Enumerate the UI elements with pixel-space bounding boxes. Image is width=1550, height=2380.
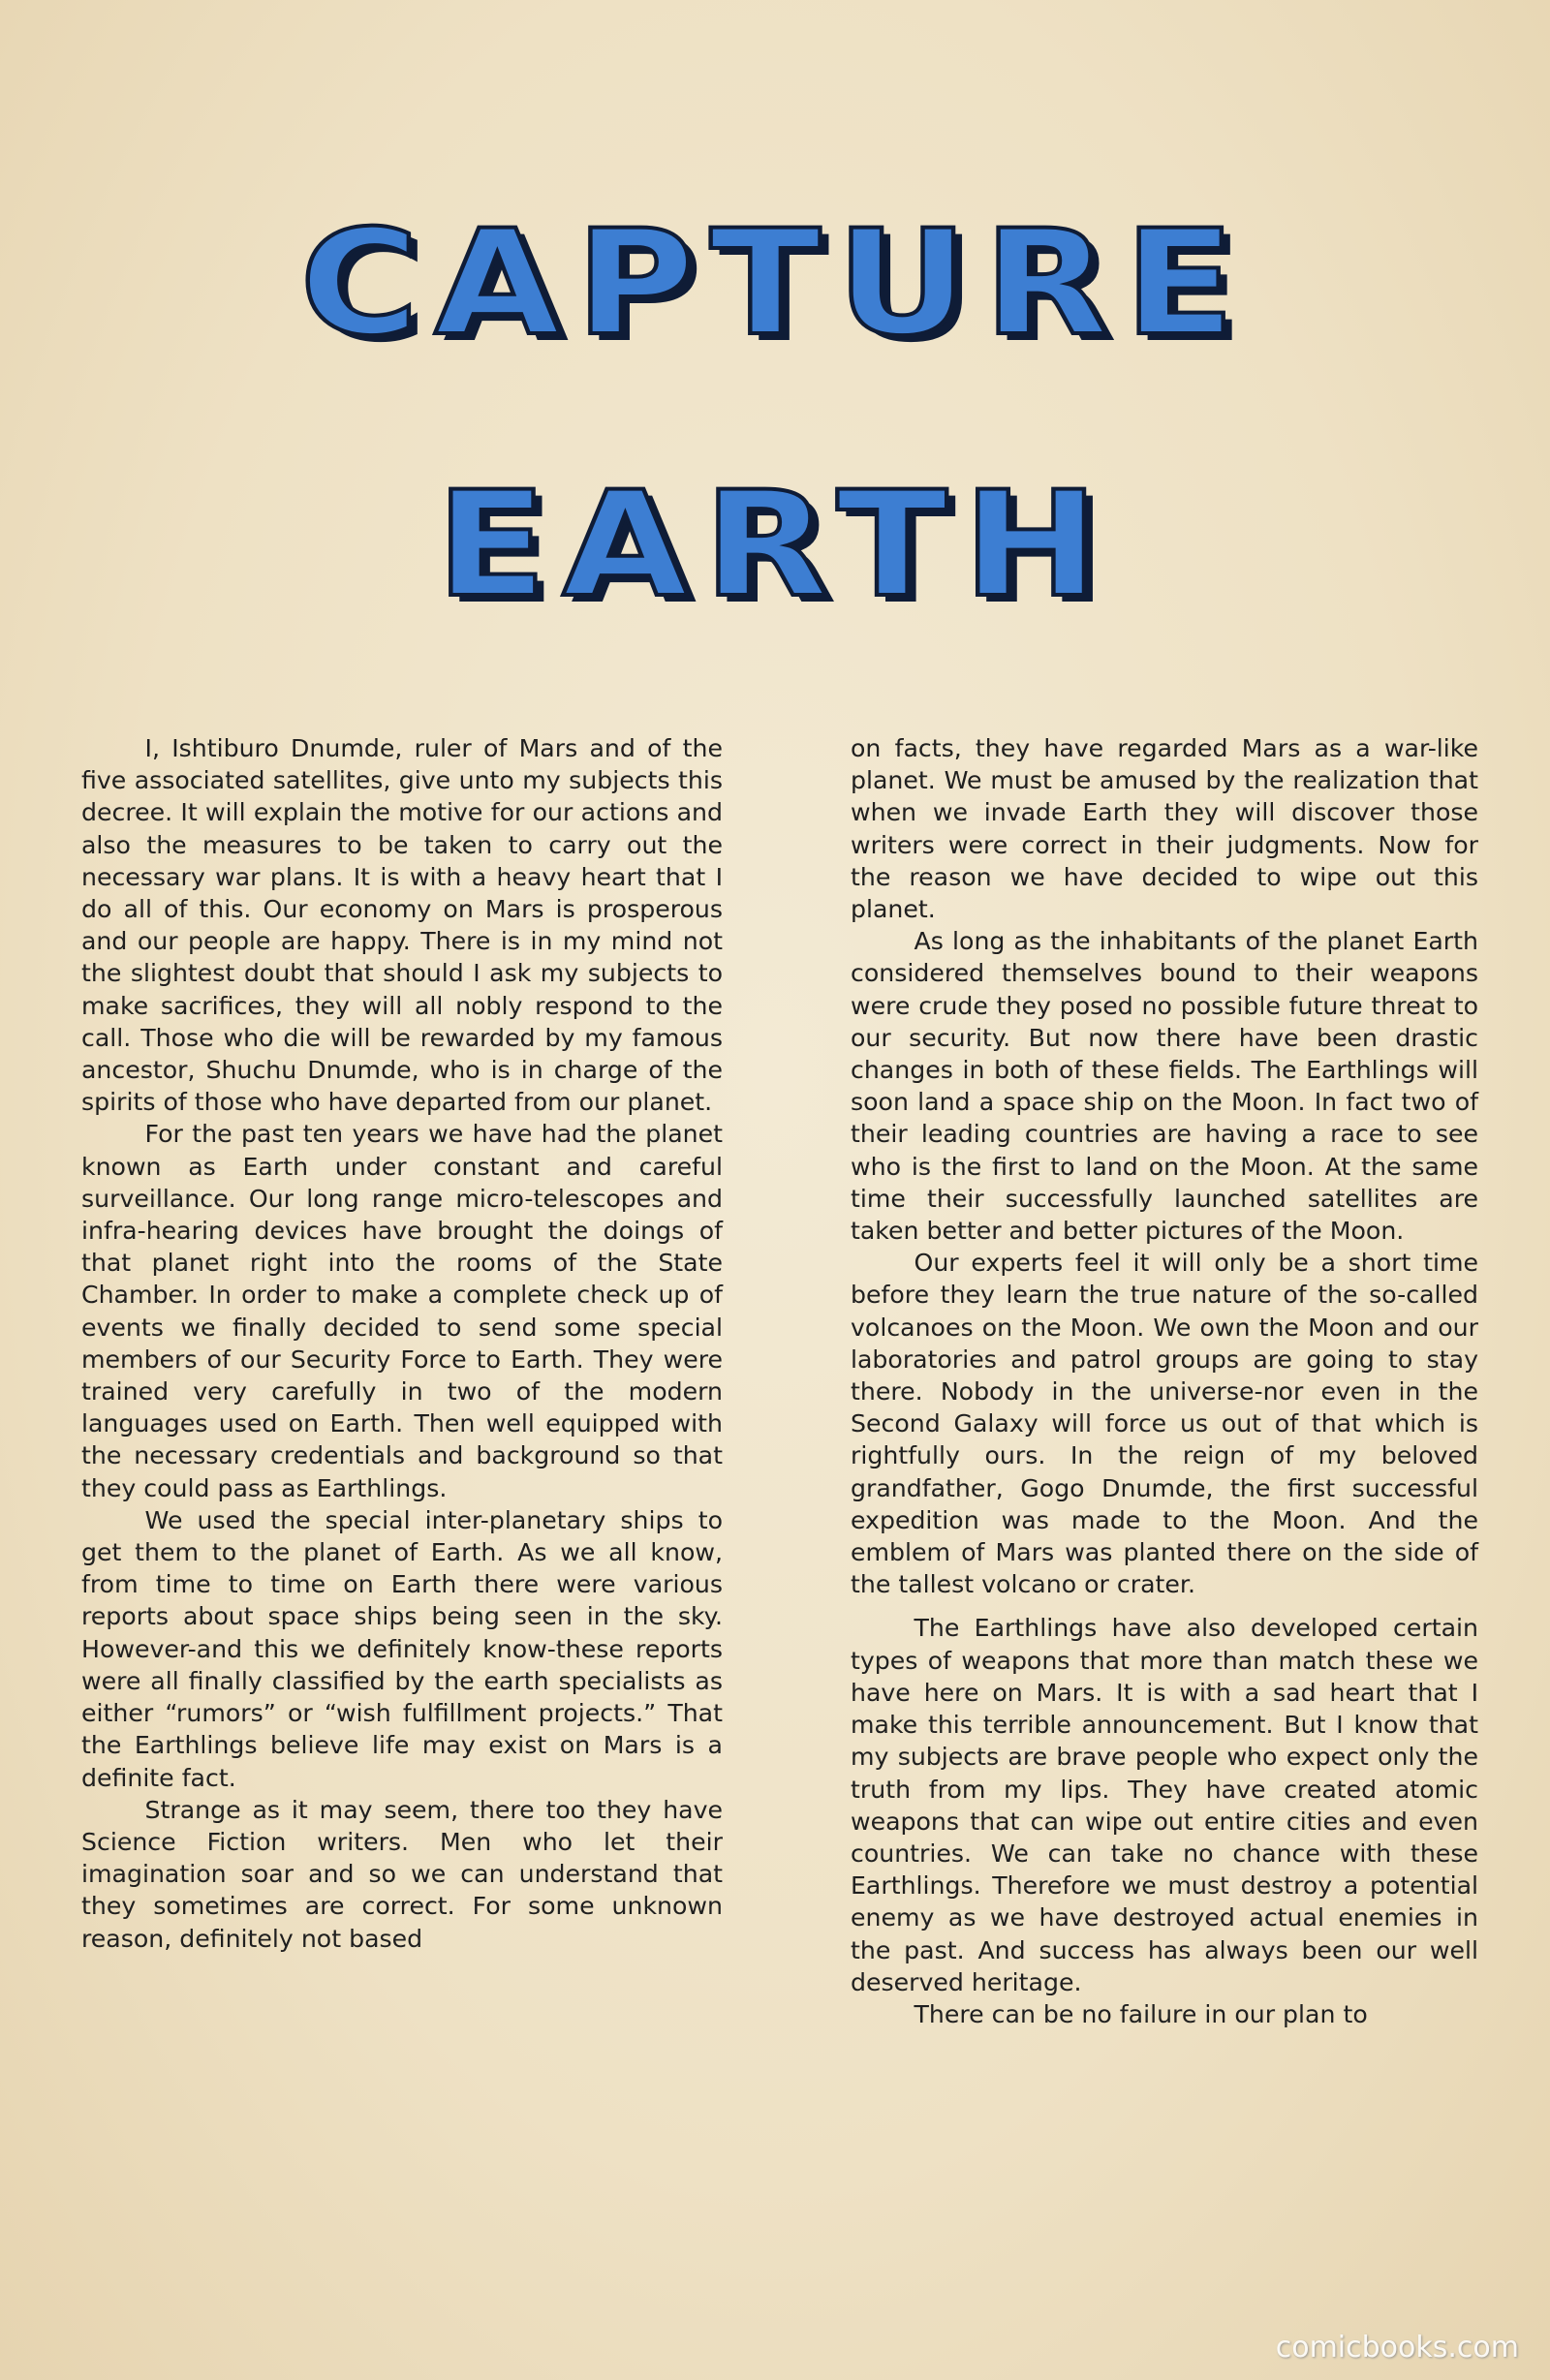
headline-line-2: EARTH [435, 461, 1115, 630]
paragraph: on facts, they have regarded Mars as a war-like planet. We must be amused by the realization that when we invade Earth they will discover those writers were correct in their judgments. Now for the reason we have decided to wipe out this planet. [851, 734, 1478, 924]
paragraph: Strange as it may seem, there too they have Science Fiction writers. Men who let their imagination soar and so we can understand that they sometimes are correct. For some unknown reason, definitely not based [81, 1795, 723, 1953]
paragraph: For the past ten years we have had the planet known as Earth under constant and careful surveillance. Our long range micro-telescopes and infra-hearing devices have brought the doings of that planet right into the rooms of the State Chamber. In order to make a complete check up of events we finally decided to send some special members of our Security Force to Earth. They were trained very carefully in two of the modern languages used on Earth. Then well equipped with the necessary credentials and background so that they could pass as Earthlings. [81, 1120, 723, 1502]
paragraph: We used the special inter-planetary ships to get them to the planet of Earth. As we all know, from time to time on Earth there were various reports about space ships being seen in the sky. However-and this we definitely know-these reports were all finally classified by the earth specialists as either “rumors” or “wish fulfillment projects.” That the Earthlings believe life may exist on Mars is a definite fact. [81, 1505, 723, 1792]
paragraph: There can be no failure in our plan to [914, 1999, 1368, 2028]
paragraph: I, Ishtiburo Dnumde, ruler of Mars and of the five associated satellites, give unto my subjects this decree. It will explain the motive for our actions and also the measures to be taken to carry out the necessary war plans. It is with a heavy heart that I do all of this. Our economy on Mars is prosperous and our people are happy. There is in my mind not the slightest doubt that should I ask my subjects to make sacrifices, they will all nobly respond to the call. Those who die will be rewarded by my famous ancestor, Shuchu Dnumde, who is in charge of the spirits of those who have departed from our planet. [81, 734, 723, 1117]
site-watermark: comicbooks.com [1275, 2331, 1519, 2365]
paragraph: The Earthlings have also developed certain types of weapons that more than match these we have here on Mars. It is with a sad heart that I make this terrible announcement. But I know that my subjects are brave people who expect only the truth from my lips. They have created atomic weapons that can wipe out entire cities and even countries. We can take no chance with these Earthlings. Therefore we must destroy a potential enemy as we have destroyed actual enemies in the past. And success has always been our well deserved heritage. [851, 1614, 1478, 1996]
left-text-column [81, 732, 723, 1955]
paragraph: As long as the inhabitants of the planet Earth considered themselves bound to their weapons were crude they posed no possible future threat to our security. But now there have been drastic changes in both of these fields. The Earthlings will soon land a space ship on the Moon. In fact two of their leading countries are having a race to see who is the first to land on the Moon. At the same time their successfully launched satellites are taken better and better pictures of the Moon. [851, 927, 1478, 1246]
paragraph: Our experts feel it will only be a short time before they learn the true nature of the so-called volcanoes on the Moon. We own the Moon and our laboratories and patrol groups are going to stay there. Nobody in the universe-nor even in the Second Galaxy will force us out of that which is rightfully ours. In the reign of my beloved grandfather, Gogo Dnumde, the first successful expedition was made to the Moon. And the emblem of Mars was planted there on the side of the tallest volcano or crater. [851, 1249, 1478, 1599]
headline-line-1: CAPTURE [299, 200, 1251, 368]
right-text-column [851, 732, 1478, 2030]
